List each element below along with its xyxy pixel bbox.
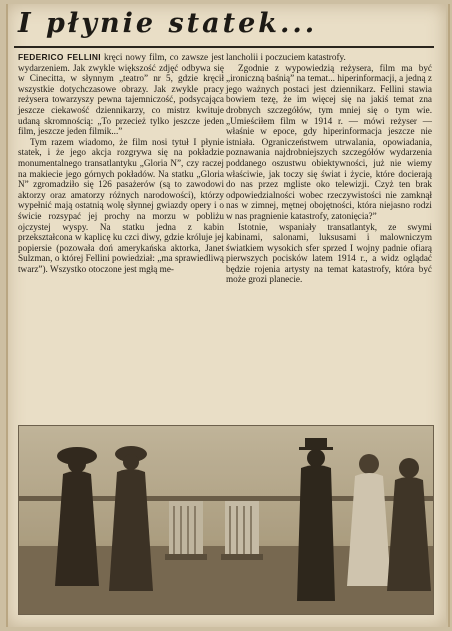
- article-byline: FEDERICO FELLINI: [18, 52, 101, 62]
- article-paragraph: Zgodnie z wypowiedzią reżysera, film ma być „ironiczną baśnią” na temat... hiperinformacji, a jedną z jego ważnych postaci jest dziennikarz. Fellini stawia bowiem tezę, że im więcej się na jakiś temat zna drobnych szczegółów, tym mniej się o tym wie. „Umieściłem film w 1914 r. — mówi reżyser — właśnie w epoce, gdy hiperinformacja jeszcze nie istniała. Ograniczeństwem utrwalania, opowiadania, poznawania najdrobniejszych szczegółów wydarzenia poddanego oszustwu obiektywności, już nie wiemy właściwie, jak toczy się świat i życie, które docierają do nas przez mgliste oko telewizji. Czyż ten brak odpowiedzialności wobec rzeczywistości nie zamknął nas w zimnej, mętnej obojętności, która niejasno rodzi w nas pragnienie katastrofy, zatonięcia?”: [226, 62, 432, 221]
- article-paragraph: Tym razem wiadomo, że film nosi tytuł I płynie statek, i że jego akcja rozgrywa się na pokładzie monumentalnego transatlantyku „Gloria N”, czy raczej na makiecie jego górnych pokładów. Na statku „Gloria N” zgromadziło się 126 pasażerów (są to zawodowi aktorzy oraz amatorzy różnych narodowości), którzy wypełnić mają ostatnią wolę słynnej gwiazdy opery i o świcie rozsypać jej prochy na morzu w pobliżu ojczystej wyspy. Na statku jedna z kabin przekształcona w kaplicę ku czci diwy, gdzie króluje jej popiersie (pozowała doń amerykańska aktorka, Janet Sulzman, o której Fellini powiedział: „ma sprawiedliwą twarz”). Wszystko otoczone jest mgłą me-: [18, 136, 224, 274]
- article-headline: I płynie statek...: [18, 8, 318, 39]
- paragraph-text: kręci nowy film, co zawsze jest wydarzeniem. Jak zwykle większość zdjęć odbywa się w Cinecitta, w słynnym „teatro” nr 5, gdzie kręcił wszystkie dotychczasowe obrazy. Jak zwykle pracy reżysera towarzyszy pewna tajemniczość, podsycająca jeszcze ciekawość dziennikarzy, co mistrz kwituje udaną skromnością: „To przecież tylko jeszcze jeden film, jeszcze jeden filmik...”: [18, 52, 225, 137]
- film-still-photo: [18, 425, 434, 615]
- article-paragraph: [18, 52, 224, 137]
- article-column-left: [18, 52, 224, 274]
- photo-sepia-tint: [19, 426, 433, 614]
- ship-deck-scene: [19, 426, 433, 614]
- article-paragraph: Istotnie, wspaniały transatlantyk, ze swymi kabinami, salonami, luksusami i malowniczym światkiem wysokich sfer sprzed I wojny padnie ofiarą pierwszych pocisków latem 1914 r., a widz oglądać będzie rojenia artysty na temat katastrofy, która być może grozi planecie.: [226, 221, 432, 285]
- headline-rule: [14, 46, 434, 48]
- article-column-right: [226, 52, 432, 285]
- article-paragraph: lancholii i poczuciem katastrofy.: [226, 52, 346, 62]
